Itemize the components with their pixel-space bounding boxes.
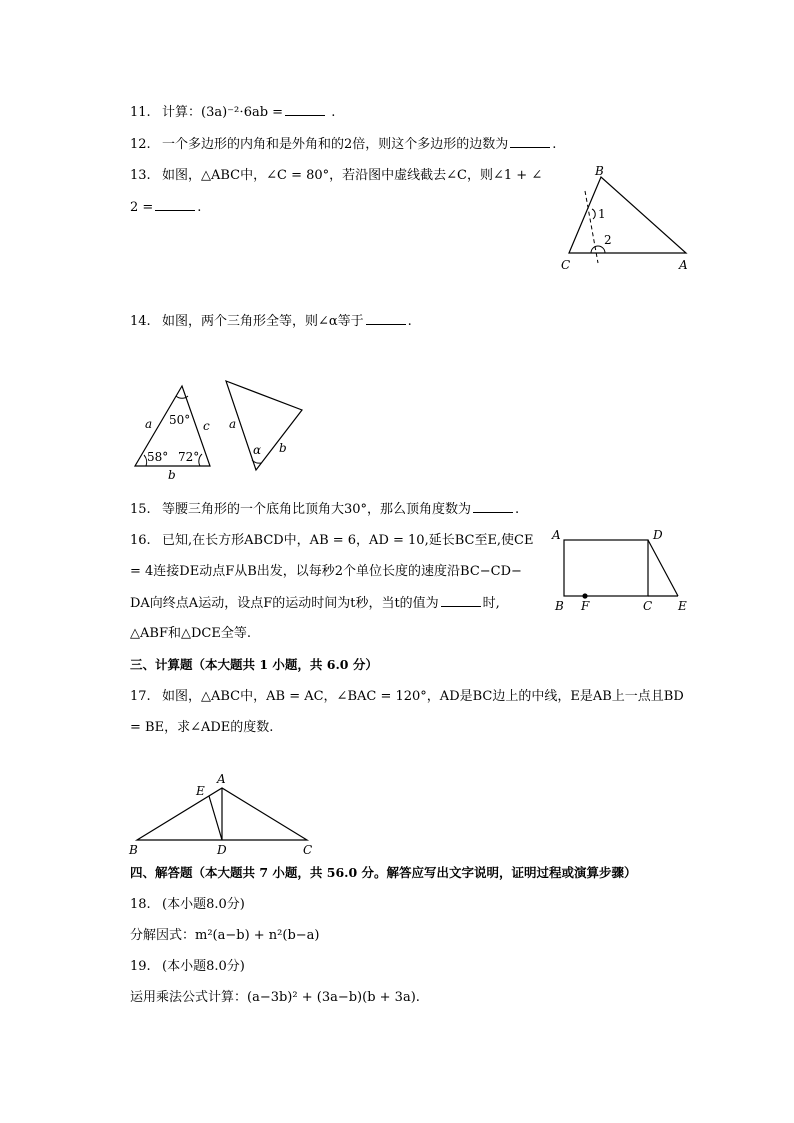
angle-2-arc (591, 246, 605, 253)
question-18-body (130, 927, 320, 945)
label-e: E (196, 784, 205, 798)
answer-blank[interactable] (473, 500, 513, 513)
question-text: = BE，求∠ADE的度数. (130, 720, 274, 735)
question-text: 等腰三角形的一个底角比顶角大30°，那么顶角度数为 (162, 502, 472, 517)
question-text: 时, (482, 596, 500, 611)
question-text: △ABF和△DCE全等. (130, 626, 251, 641)
question-text: 如图，△ABC中，∠C = 80°，若沿图中虚线截去∠C，则∠1 + ∠ (162, 168, 543, 183)
label-d: D (217, 843, 227, 857)
question-text: 2 = (130, 200, 154, 215)
figure-14-left-triangle (130, 382, 220, 482)
question-number: 11. (130, 105, 151, 120)
figure-17-triangle (125, 770, 325, 860)
angle-2-label: 2 (604, 233, 612, 247)
question-number: 17. (130, 689, 151, 704)
segment-de (648, 540, 678, 596)
question-18 (130, 896, 245, 914)
angle-72-label: 72° (178, 450, 200, 464)
triangle-abc (569, 177, 686, 253)
answer-blank[interactable] (510, 135, 550, 148)
question-text: DA向终点A运动，设点F的运动时间为t秒，当t的值为 (130, 596, 439, 611)
question-16-line-4 (130, 625, 251, 643)
section-3-heading: 三、计算题（本大题共 1 小题，共 6.0 分） (130, 657, 378, 672)
question-text: = 4连接DE动点F从B出发，以每秒2个单位长度的速度沿BC−CD− (130, 564, 522, 579)
answer-blank[interactable] (366, 312, 406, 325)
punctuation: . (331, 105, 336, 120)
question-text: 计算：(3a)⁻²⋅6ab = (162, 105, 284, 120)
label-a: A (679, 258, 688, 272)
angle-1-label: 1 (598, 207, 606, 221)
punctuation: . (197, 200, 202, 215)
side-b-label: b (279, 441, 287, 455)
label-a: A (217, 772, 226, 786)
right-triangle (226, 381, 302, 470)
question-16-line-3 (130, 594, 500, 613)
side-c-label: c (203, 419, 210, 433)
label-b: B (129, 843, 138, 857)
question-16-line-2 (130, 563, 522, 581)
side-a-label: a (229, 417, 237, 431)
section-4-heading: 四、解答题（本大题共 7 小题，共 56.0 分。解答应写出文字说明，证明过程或演算步骤） (130, 865, 637, 880)
question-15 (130, 500, 519, 519)
angle-58-label: 58° (147, 450, 169, 464)
question-11 (130, 103, 335, 122)
question-17-line-2 (130, 719, 273, 737)
question-text: 如图，两个三角形全等，则∠α等于 (162, 314, 364, 329)
question-13-line-2 (130, 198, 201, 217)
question-13-line-1 (130, 167, 542, 185)
label-a: A (552, 528, 561, 542)
answer-blank[interactable] (155, 198, 195, 211)
question-text: 如图，△ABC中，AB = AC，∠BAC = 120°，AD是BC边上的中线，E是AB上一点且BD (162, 689, 684, 704)
question-score: (本小题8.0分) (162, 959, 245, 974)
question-text: 运用乘法公式计算：(a−3b)² + (3a−b)(b + 3a). (130, 990, 420, 1005)
side-b-label: b (168, 468, 176, 482)
question-19-body (130, 989, 420, 1007)
label-f: F (581, 599, 590, 613)
question-number: 16. (130, 533, 151, 548)
question-16-line-1 (130, 532, 534, 550)
alpha-label: α (253, 443, 262, 457)
question-number: 13. (130, 168, 151, 183)
punctuation: . (552, 137, 557, 152)
question-12 (130, 135, 556, 154)
question-number: 18. (130, 897, 151, 912)
figure-16-rectangle (550, 528, 695, 618)
figure-13-triangle (555, 165, 695, 275)
question-17-line-1 (130, 688, 684, 706)
question-text: 分解因式：m²(a−b) + n²(b−a) (130, 928, 320, 943)
angle-1-arc (592, 209, 595, 219)
question-score: (本小题8.0分) (162, 897, 245, 912)
label-b: B (595, 164, 604, 178)
question-text: 一个多边形的内角和是外角和的2倍，则这个多边形的边数为 (162, 137, 509, 152)
label-b: B (555, 599, 564, 613)
side-a-label: a (145, 417, 153, 431)
punctuation: . (407, 314, 412, 329)
right-angle-arc (199, 454, 202, 466)
question-number: 15. (130, 502, 151, 517)
question-14 (130, 312, 412, 331)
label-c: C (643, 599, 653, 613)
point-f (582, 593, 587, 598)
rectangle-abcd (564, 540, 648, 596)
label-d: D (653, 528, 663, 542)
answer-blank[interactable] (441, 594, 481, 607)
question-number: 19. (130, 959, 151, 974)
figure-14-right-triangle (222, 378, 312, 478)
question-19 (130, 958, 245, 976)
label-e: E (678, 599, 687, 613)
label-c: C (561, 258, 571, 272)
punctuation: . (515, 502, 520, 517)
question-text: 已知,在长方形ABCD中，AB = 6，AD = 10,延长BC至E,使CE (162, 533, 534, 548)
label-c: C (303, 843, 313, 857)
angle-50-label: 50° (169, 413, 191, 427)
segment-ed (209, 796, 222, 840)
answer-blank[interactable] (285, 103, 325, 116)
question-number: 12. (130, 137, 151, 152)
question-number: 14. (130, 314, 151, 329)
